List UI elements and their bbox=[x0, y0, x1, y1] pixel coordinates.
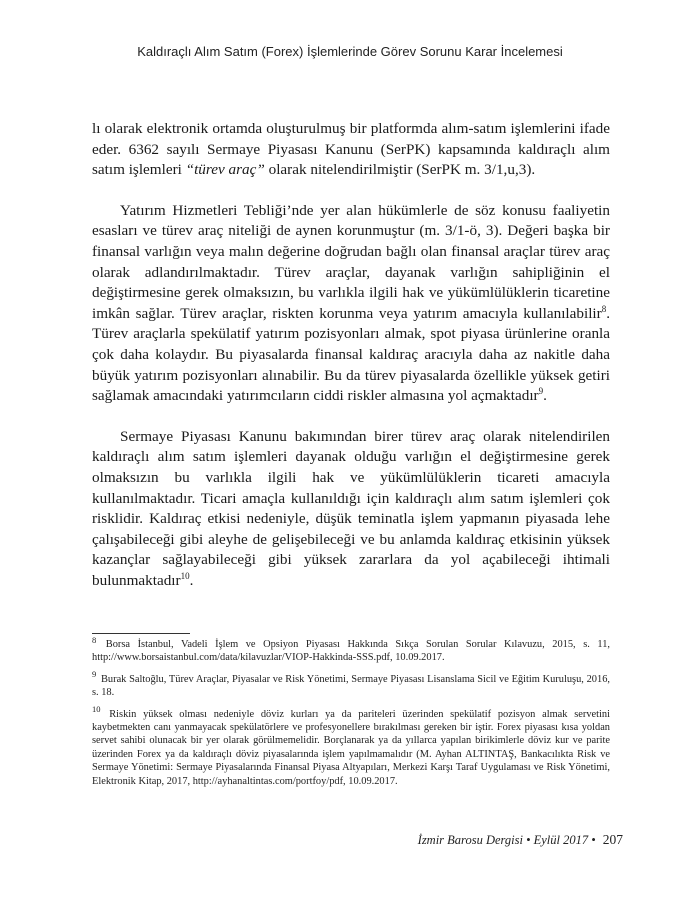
emphasis-text: “türev araç” bbox=[185, 161, 265, 179]
running-header: Kaldıraçlı Alım Satım (Forex) İşlemlerinde Görev Sorunu Karar İncelemesi bbox=[137, 44, 563, 59]
paragraph-text: Sermaye Piyasası Kanunu bakımından birer türev araç olarak nitelendirilen kaldıraçlı alım satım işlemleri dayanak olduğu varlığın el değiştirmesine gerek olmaksızın bu varlıkla ilgili hak ve yükümlülüklerin ticareti amacıyla kullanılmaktadır. Ticari amaçla kullanıldığı için kaldıraçlı alım satım işlemleri çok risklidir. Kaldıraç etkisi nedeniyle, düşük teminatla işlem yapmanın piyasada lehe çalışabileceği gibi aleyhe de gelişebileceği ve bu anlamda kaldıraç etkisinin yüksek kazançlar sağlayabileceği gibi yüksek zararlara da yol açabileceği ihtimali bulunmaktadır bbox=[92, 427, 610, 589]
footnote-ref: 10 bbox=[180, 570, 190, 581]
footnote-divider bbox=[92, 633, 190, 634]
page-number: 207 bbox=[602, 832, 623, 847]
paragraph bbox=[92, 201, 610, 407]
footnote-ref: 8 bbox=[601, 303, 607, 314]
footnote-text: Burak Saltoğlu, Türev Araçlar, Piyasalar ve Risk Yönetimi, Sermaye Piyasası Lisanslama Sicil ve Eğitim Kuruluşu, 2016, s. 18. bbox=[92, 673, 610, 699]
footnote bbox=[92, 704, 610, 788]
paragraph-text: . Türev araçlarla spekülatif yatırım pozisyonları almak, spot piyasa ürünlerine oranla çok daha kolaydır. Bu piyasalarda finansal kaldıraç aracıyla daha az nakitle daha büyük yatırım pozisyonları alınabilir. Bu da türev piyasalarda özellikle yüksek getiri sağlamak amacındaki yatırımcıların ciddi riskler almasına yol açmaktadır bbox=[92, 304, 610, 405]
footnote-text: Borsa İstanbul, Vadeli İşlem ve Opsiyon Piyasası Hakkında Sıkça Sorulan Sorular Kılavuzu, 2015, s. 11, http://www.borsaistanbul.com/data/kilavuzlar/VIOP-Hakkinda-SSS.pdf, 10.09.2017. bbox=[92, 639, 610, 664]
footnote bbox=[92, 669, 610, 700]
footnote-text: Riskin yüksek olması nedeniyle döviz kurları ya da pariteleri üzerinden spekülatif pozisyon almak servetini kaybetmekten canı yanmayacak spekülatörlere ve profesyonellere bırakılması gereken bir iştir. Forex piyasası kısa yoldan servet sahibi olunacak bir yer olarak görülmemelidir. Borçlanarak ya da yıllarca yapılan birikimlerle döviz kur ve parite üzerinden Forex ya da kaldıraçlı döviz piyasalarında işlem yapılmamalıdır (M. Ayhan ALTINTAŞ, Bankacılıkta Risk ve Sermaye Yönetimi: Sermaye Piyasalarında Finansal Piyasa Altyapıları, Merkezi Karşı Taraf Uygulaması ve Risk Yönetimi, Elektronik Kitap, 2017, http://ayhanaltintas.com/portfoy/pdf, 10.09.2017. bbox=[92, 708, 610, 787]
footnote-number: 10 bbox=[92, 704, 101, 715]
paragraph bbox=[92, 119, 610, 181]
footnote-number: 8 bbox=[92, 634, 97, 645]
footnote-ref: 9 bbox=[538, 386, 544, 397]
footnote bbox=[92, 634, 610, 665]
paragraph-text: lı olarak elektronik ortamda oluşturulmuş bir platformda alım-satım işlemlerini ifade eder. 6362 sayılı Sermaye Piyasası Kanunu (SerPK) kapsamında kaldıraçlı alım satım işlemleri bbox=[92, 120, 610, 179]
journal-issue: İzmir Barosu Dergisi • Eylül 2017 • bbox=[417, 833, 596, 847]
footnote-number: 9 bbox=[92, 669, 97, 680]
footnotes bbox=[92, 634, 610, 796]
paragraph-text: . bbox=[189, 571, 194, 589]
paragraph-text: olarak nitelendirilmiştir (SerPK m. 3/1,u,3). bbox=[264, 161, 536, 179]
paragraph-text: . bbox=[543, 387, 547, 405]
paragraph bbox=[92, 427, 610, 592]
page-footer bbox=[0, 832, 623, 848]
paragraph-text: Yatırım Hizmetleri Tebliği’nde yer alan hükümlerle de söz konusu faaliyetin esasları ve türev araç niteliği de aynen korunmuştur (m. 3/1-ö, 3). Değeri başka bir finansal varlığın veya malın değerine doğrudan bağlı olan finansal araçlar türev araç olarak adlandırılmaktadır. Türev araçlar, dayanak varlığın sahipliğinin el değiştirmesine gerek olmaksızın, bu varlıkla ilgili hak ve yükümlülüklerin ticaretine imkân sağlar. Türev araçlar, riskten korunma veya yatırım amacıyla kullanılabilir bbox=[92, 201, 610, 322]
body-text bbox=[92, 119, 610, 591]
